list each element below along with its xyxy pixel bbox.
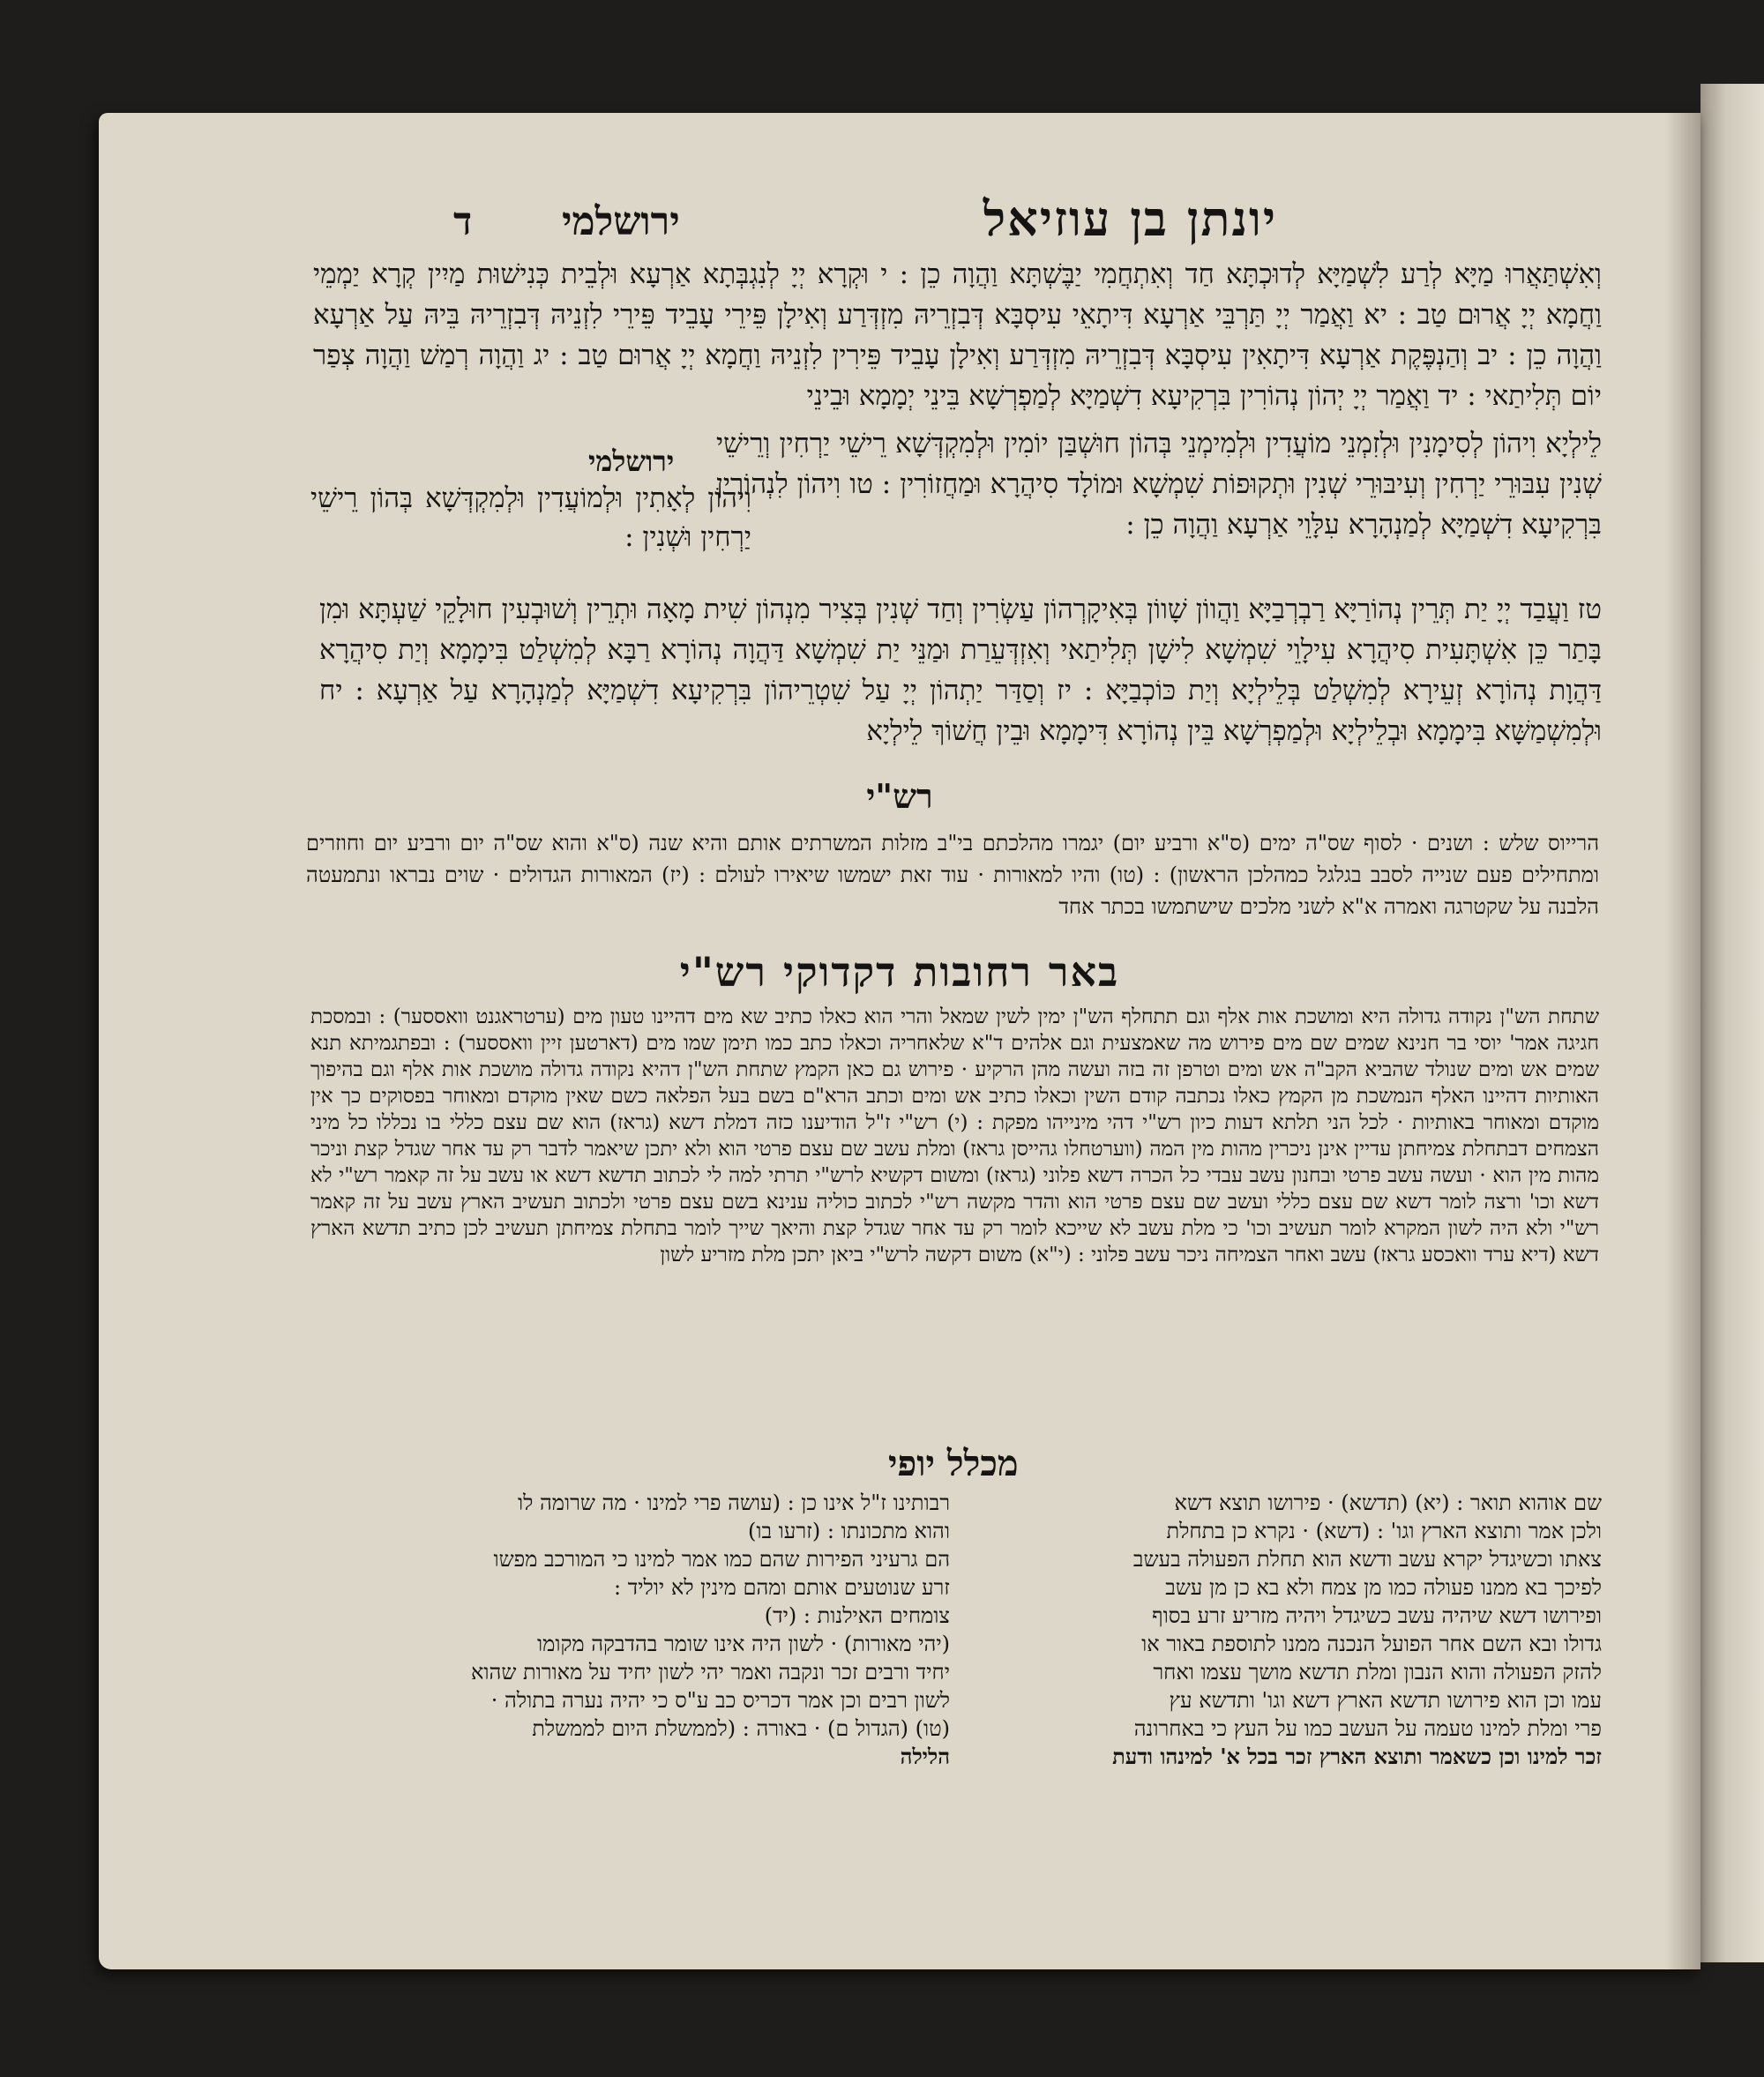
michlal-line: לפיכך בא ממנו פעולה כמו מן צמח ולא בא כן מן עשב — [1165, 1575, 1602, 1600]
rashi-heading: רש"י — [866, 776, 933, 816]
michlal-line: ופירושו דשא שיהיה עשב כשיגדל ויהיה מזריע זרע בסוף — [1152, 1603, 1602, 1628]
michlal-line: צומחים האילנות : (יד) — [764, 1603, 950, 1628]
targum-text-block-1: וְאִשְׁתַּאֲרוּ מַיָּא לְרַע לִשְׁמַיָּא לְדוּכְתָּא חַד וְאִתְחֲמִי יַבֶּשְׁתָּא וַהֲוָה כֵן : י וּקְרָא יְיָ לְנִגְבְּתָא אַרְעָא וּלְבֵית כְּנִישׁוּת מַיִין קְרָא יַמְמֵי וַחֲמָא יְיָ אֲרוּם טַב : יא וַאֲמַר יְיָ תַּרְבֵּי אַרְעָא דִּיתָאֵי עִיסְבָּא דְּבִזְרֵיהּ מִזְדְּרַע וְאִילָן פֵּירֵי עָבֵיד פֵּירֵי לִזְנֵיהּ דְּבִזְרֵיהּ בֵּיהּ עַל אַרְעָא וַהֲוָה כֵן : יב וְהַנְפֶּקֶת אַרְעָא דִּיתָאִין עִיסְבָּא דְּבִזְרֵיהּ מִזְדְּרַע וְאִילָן עָבֵיד פֵּירִין לִזְנֵיהּ וַחֲמָא יְיָ אֲרוּם טַב : יג וַהֲוָה רְמַשׁ וַהֲוָה צְפַר יוֹם תְּלִיתַאי : יד וַאֲמַר יְיָ יְהוֹן נְהוֹרִין בִּרְקִיעָא דִשְׁמַיָּא לְמַפְרְשָׁא בֵּינֵי יְמָמָא וּבֵינֵי — [313, 258, 1602, 412]
michlal-left-column — [315, 1489, 950, 1771]
targum-text-block-2: טז וַעֲבַד יְיָ יַת תְּרֵין נְהוֹרַיָּא רַבְרְבַיָּא וַהֲווֹן שָׁווֹן בְּאִיקָרְהוֹן עַשְׂרִין וְחַד שְׁנִין בְּצִיר מִנְהוֹן שִׁית מָאָה וּתְרֵין וְשׁוּבְעִין חוּלָקֵי שַׁעְתָּא וּמִן בָּתַר כֵּן אִשְׁתָּעִית סִיהֲרָא עִילָוֵי שִׁמְשָׁא לִישָׁן תְּלִיתַאי וְאִזְדְּעֵרַת וּמַנֵּי יַת שִׁמְשָׁא דַּהֲוָה נְהוֹרָא רַבָּא לְמִשְׁלַט בִּימָמָא וְיַת סִיהֲרָא דַּהֲוָת נְהוֹרָא זְעֵירָא לְמִשְׁלַט בְּלֵילְיָא וְיַת כּוֹכְבַיָּא : יז וְסַדַּר יַתְהוֹן יְיָ עַל שִׁטְרֵיהוֹן בִּרְקִיעָא דִשְׁמַיָּא לְמַנְהָרָא עַל אַרְעָא : יח וּלְמִשְׁמַשָּׁא בִּימָמָא וּבְלֵילְיָא וּלְמַפְרְשָׁא בֵּין נְהוֹרָא דִּימָמָא וּבֵין חֲשׁוֹךְ לֵילְיָא — [319, 594, 1602, 747]
michlal-line: לשון רבים וכן אמר דכריס כב ע"ס כי יהיה נערה בתולה · — [490, 1688, 950, 1713]
facing-page-edge — [1700, 84, 1764, 1962]
michlal-line: זרע שנוטעים אותם ומהם מינין לא יוליד : — [614, 1575, 950, 1600]
header-title-right: יונתן בן עוזיאל — [983, 191, 1277, 247]
michlal-line: הלילה — [900, 1744, 950, 1769]
beer-rechovot-commentary: שתחת הש"ן נקודה גדולה היא ומושכת אות אלף וגם תתחלף הש"ן ימין לשין שמאל והרי הוא כאלו כתיב שא מים דהיינו טעון מים (ערטראגנט וואססער) : ובמסכת חגיגה אמר' יוסי בר חנינא שמים שם מים פירוש מה שאמצעית וגם אלהים ד"א שלאחריה וכאלו כתב כמו תימן שמו מים (דארטען זיין וואססער) : ובפתגמיתא תנא שמים אש ומים שנולד שהביא הקב"ה אש ומים וטרפן זה בזה ועשה מהן הרקיע · פירוש גם כאן הקמץ שתחת הש"ן דהיא נקודה גדולה מושכת אות אלף וגם בהיפוך האותיות דהיינו האלף הנמשכת מן הקמץ כאלו נכתבה קודם השין וכאלו כתיב אש ומים וכתב הרא"ם בשם בעל הפלאה כשם שאין מוקדם ומאוחר בפסוקים כך אין מוקדם ומאוחר באותיות · לכל הני תלתא דעות כיון רש"י דהי מינייהו מפקת : (י) רש"י ז"ל הודיענו כזה דמלת דשא (גראז) הוא שם עצם כללי בו נכללו כל מיני הצמחים דבתחלת צמיחתן עדיין אינן ניכרין מהות מין המה (ווערטחלו גהייסן גראז) ומלת עשב שם עצם פרטי הוא ולא יתכן שיאמר לדבר רק עד אחר שגדל קצת וניכר מהות מין הוא · ועשה עשב פרטי ובחנון עשב עבדי כל הכרה דשא פלוני (גראז) ומשום דקשיא לרש"י תרתי למה לי לכתוב תדשא דשא או עשב על זה קאמר רש"י לא דשא וכו' ורצה לומר דשא שם עצם כללי ועשב שם עצם פרטי הוא והדר מקשה רש"י לכתוב כוליה ענינא בשם עצם פרטי ולכתוב תעשיב הארץ עשב על זה קאמר רש"י ולא היה לשון המקרא לומר תעשיב וכו' כי מלת עשב לא שייכא לומר רק עד אחר שגדל קצת והיאך שייך לומר בתחלת צמיחתן תעשיב לכן כתיב תדשא הארץ דשא (דיא ערד וואכסע גראז) עשב ואחר הצמיחה ניכר עשב פלוני : (י"א) משום דקשה לרש"י ביאן יתכן מלת מזריע לשון — [310, 1005, 1599, 1266]
yerushalmi-heading: ירושלמי — [588, 445, 675, 478]
michlal-line: ולכן אמר ותוצא הארץ וגו' : (דשא) · נקרא כן בתחלת — [1166, 1519, 1602, 1543]
michlal-right-column — [976, 1489, 1602, 1771]
michlal-line: זכר למינו וכן כשאמר ותוצא הארץ זכר בכל א' למינהו ודעת — [1112, 1744, 1602, 1769]
michlal-line: (טו) (הגדול ם) · באורה : (לממשלת היום לממשלת — [532, 1716, 950, 1741]
header-title-left: ירושלמי — [562, 199, 680, 244]
beer-rechovot-heading: באר רחובות דקדוקי רש"י — [679, 948, 1120, 996]
targum-text-right-column: לֵילְיָא וִיהוֹן לְסִימָנִין וּלְזִמְנֵי מוֹעֲדִין וּלְמִימְנֵי בְּהוֹן חוּשְׁבַּן יוֹמִין וּלְמִקְדְּשָׁא רֵישֵׁי יַרְחִין וְרֵישֵׁי שְׁנִין עִבּוּרֵי יַרְחִין וְעִיבּוּרֵי שְׁנִין וּתְקוּפוֹת שִׁמְשָׁא וּמוֹלָד סִיהֲרָא וּמַחֲזוֹרִין : טו וִיהוֹן לִנְהוֹרִין בִּרְקִיעָא דִשְׁמַיָּא לְמַנְהָרָא עִלָּוֵי אַרְעָא וַהֲוָה כֵן : — [716, 428, 1602, 541]
michlal-line: יחיד ורבים זכר ונקבה ואמר יהי לשון יחיד על מאורות שהוא — [471, 1660, 950, 1685]
michlal-line: (יהי מאורות) · לשון היה אינו שומר בהדבקה מקומו — [537, 1632, 950, 1656]
michlal-yofi-heading: מכלל יופי — [888, 1443, 1019, 1484]
michlal-line: פרי ומלת למינו טעמה על העשב כמו על העץ כי באחרונה — [1133, 1716, 1602, 1741]
michlal-line: הם גרעיני הפירות שהם כמו אמר למינו כי המורכב מפשו — [493, 1547, 950, 1572]
michlal-line: שם אוהוא תואר : (יא) (תדשא) · פירושו תוצא דשא — [1174, 1491, 1602, 1515]
book-page — [99, 113, 1700, 1969]
michlal-line: רבותינו ז"ל אינו כן : (עושה פרי למינו · מה שרומה לו — [517, 1491, 950, 1515]
michlal-line: צאתו וכשיגדל יקרא עשב ודשא הוא תחלת הפעולה בעשב — [1132, 1547, 1602, 1572]
michlal-line: להזק הפעולה והוא הנבון ומלת תדשא מושך עצמו ואחר — [1153, 1660, 1602, 1685]
page-number: ד — [453, 199, 473, 244]
michlal-line: עמו וכן הוא פירושו תדשא הארץ דשא וגו' ותדשא עץ — [1169, 1688, 1602, 1713]
michlal-line: גדולו ובא השם אחר הפועל הנכנה ממנו לתוספת באור או — [1141, 1632, 1602, 1656]
rashi-commentary: הרייוס שלש : ושנים · לסוף שס"ה ימים (ס"א ורביע יום) יגמרו מהלכתם בי"ב מזלות המשרתים אותם והיא שנה (ס"א והוא שס"ה יום ורביע יום וחוזרים ומתחילים פעם שנייה לסבב בגלגל כמהלכן הראשון) : (טו) והיו למאורות · עוד זאת ישמשו שיאירו לעולם : (יז) המאורות הגדולים · שוים נבראו ונתמעטה הלבנה על שקטרגה ואמרה א"א לשני מלכים שישתמשו בכתר אחד — [306, 831, 1599, 919]
yerushalmi-text: וִיהוֹן לְאָתִין וּלְמוֹעֲדִין וּלְמִקְדְּשָׁא בְּהוֹן רֵישֵׁי יַרְחִין וּשְׁנִין : — [310, 482, 751, 553]
michlal-line: והוא מתכונתו : (זרעו בו) — [747, 1519, 950, 1543]
